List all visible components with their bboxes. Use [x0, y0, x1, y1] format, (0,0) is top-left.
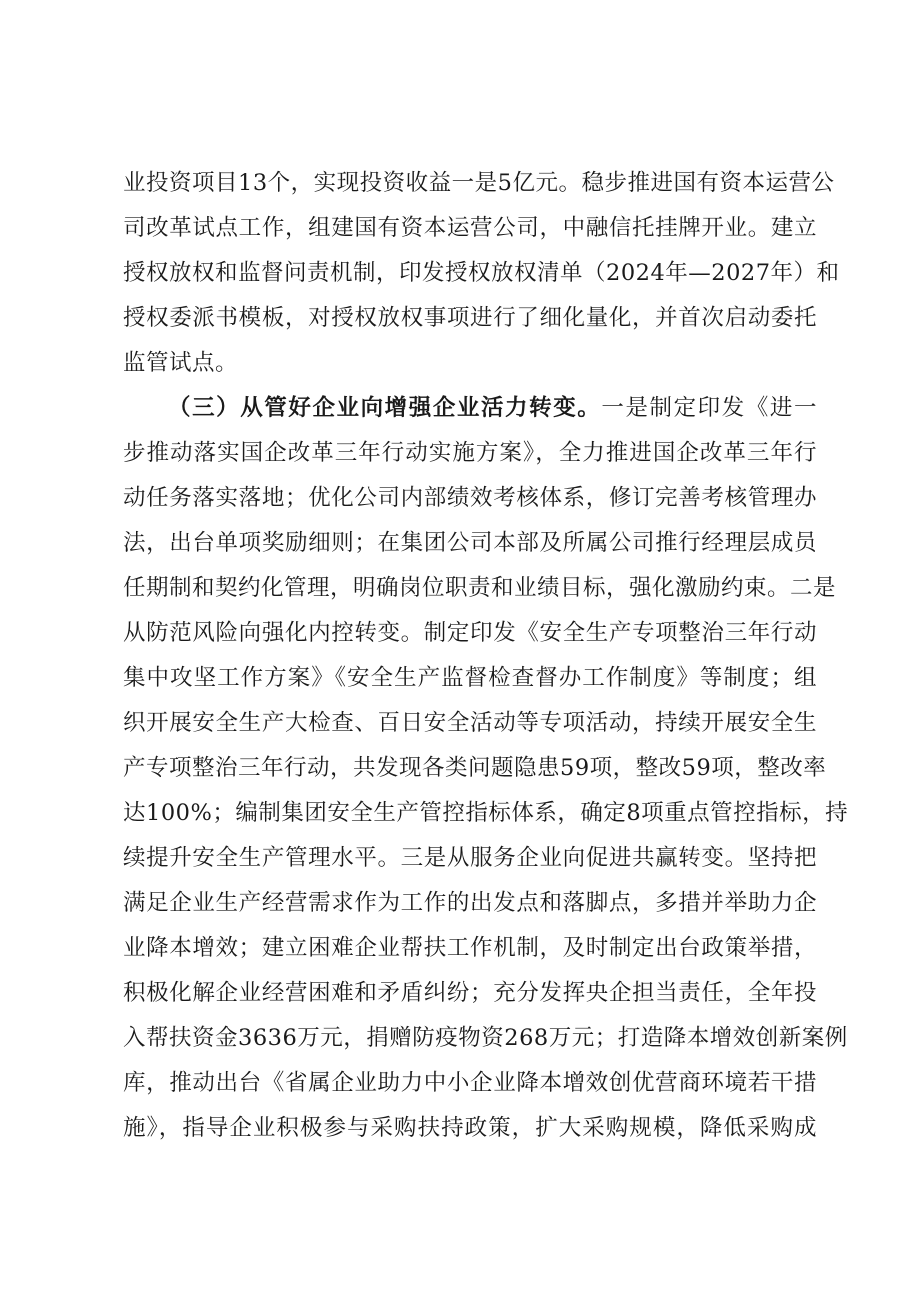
text-line: 从防范风险向强化内控转变。制定印发《安全生产专项整治三年行动: [123, 620, 817, 646]
text-line: 产专项整治三年行动，共发现各类问题隐患59项，整改59项，整改率: [123, 755, 827, 781]
text-line: 任期制和契约化管理，明确岗位职责和业绩目标，强化激励约束。二是: [123, 575, 837, 601]
section-heading-line: [168, 389, 817, 427]
text-line: 入帮扶资金3636万元，捐赠防疫物资268万元；打造降本增效创新案例: [123, 1025, 848, 1051]
text-line: 业降本增效；建立困难企业帮扶工作机制，及时制定出台政策举措，: [123, 935, 817, 961]
text-line: 授权放权和监督问责机制，印发授权放权清单（2024年—2027年）和: [123, 260, 840, 286]
text-line: 续提升安全生产管理水平。三是从服务企业向促进共赢转变。坚持把: [123, 845, 817, 871]
text-line: 集中攻坚工作方案》《安全生产监督检查督办工作制度》等制度；组: [123, 665, 817, 691]
text-line: 授权委派书模板，对授权放权事项进行了细化量化，并首次启动委托: [123, 305, 817, 331]
text-line: 法，出台单项奖励细则；在集团公司本部及所属公司推行经理层成员: [123, 530, 817, 556]
text-line: 织开展安全生产大检查、百日安全活动等专项活动，持续开展安全生: [123, 710, 817, 736]
text-line: 监管试点。: [123, 350, 239, 376]
text-line: 满足企业生产经营需求作为工作的出发点和落脚点，多措并举助力企: [123, 890, 817, 916]
text-line: 步推动落实国企改革三年行动实施方案》，全力推进国企改革三年行: [123, 440, 817, 466]
text-line: 达100%；编制集团安全生产管控指标体系，确定8项重点管控指标，持: [123, 800, 849, 826]
text-line: 动任务落实落地；优化公司内部绩效考核体系，修订完善考核管理办: [123, 485, 817, 511]
text-line: 库，推动出台《省属企业助力中小企业降本增效创优营商环境若干措: [123, 1070, 817, 1096]
section-heading: （三）从管好企业向增强企业活力转变。: [168, 395, 602, 421]
text-line: 业投资项目13个，实现投资收益一是5亿元。稳步推进国有资本运营公: [123, 170, 835, 196]
text-span: 一是制定印发《进一: [601, 395, 817, 421]
text-line: 司改革试点工作，组建国有资本运营公司，中融信托挂牌开业。建立: [123, 215, 817, 241]
text-line: 积极化解企业经营困难和矛盾纠纷；充分发挥央企担当责任，全年投: [123, 980, 817, 1006]
text-line: 施》，指导企业积极参与采购扶持政策，扩大采购规模，降低采购成: [123, 1115, 817, 1141]
